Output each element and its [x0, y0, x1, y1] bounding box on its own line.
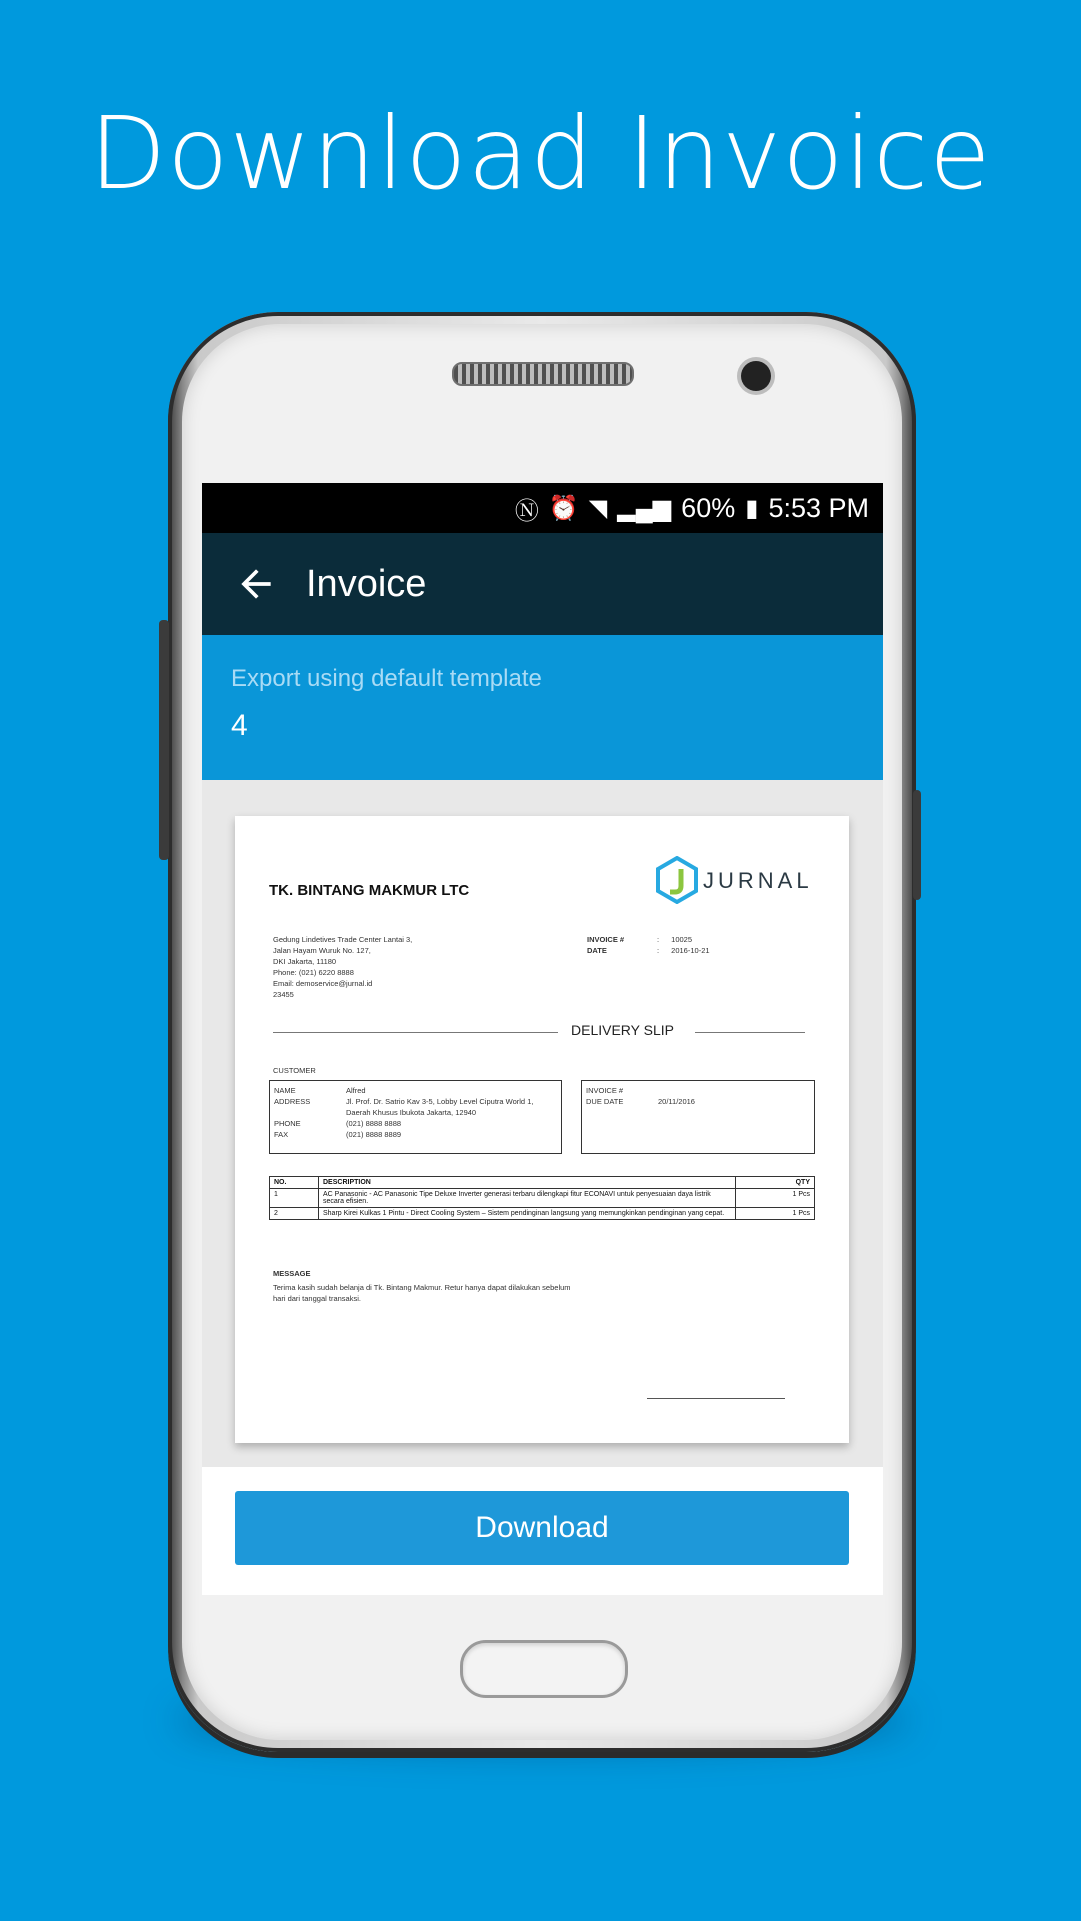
app-bar — [202, 533, 883, 635]
customer-box: NAME Alfred ADDRESS Jl. Prof. Dr. Satrio Kav 3-5, Lobby Level Ciputra World 1, Daerah Khusus Ibukota Jakarta, 12940 PHONE (021) 8888 8888 FAX (021) 8888 8889 — [269, 1080, 562, 1154]
battery-icon: ▮ — [745, 494, 759, 522]
power-button — [913, 790, 921, 900]
status-bar — [202, 483, 883, 533]
signal-icon: ▂▄▆ — [617, 494, 672, 522]
message-text: Terima kasih sudah belanja di Tk. Bintang Makmur. Retur hanya dapat dilakukan sebelum hari dari tanggal transaksi. — [273, 1283, 571, 1303]
status-time: 5:53 PM — [768, 492, 869, 523]
jurnal-logo-icon — [655, 856, 699, 904]
wifi-icon: ◥ — [588, 494, 608, 522]
export-template-field[interactable] — [202, 635, 883, 780]
app-bar-title: Invoice — [306, 562, 427, 605]
home-button[interactable] — [460, 1640, 628, 1698]
invoice-company-name: TK. BINTANG MAKMUR LTC — [269, 882, 470, 899]
invoice-meta: INVOICE # : 10025 DATE : 2016-10-21 — [587, 935, 710, 955]
back-arrow-icon[interactable] — [234, 562, 278, 606]
divider-left — [273, 1032, 558, 1033]
volume-button — [159, 620, 169, 860]
delivery-slip-title: DELIVERY SLIP — [571, 1022, 674, 1038]
download-button[interactable]: Download — [235, 1491, 849, 1565]
alarm-icon: ⏰ — [548, 494, 579, 522]
invoice-preview — [235, 816, 849, 1443]
export-template-label: Export using default template — [231, 665, 542, 692]
download-bar — [202, 1467, 883, 1595]
invoice-info-box: INVOICE # DUE DATE 20/11/2016 — [581, 1080, 815, 1154]
export-template-value: 4 — [231, 709, 248, 742]
customer-label: CUSTOMER — [273, 1066, 316, 1075]
invoice-preview-area — [202, 780, 883, 1467]
divider-right — [695, 1032, 805, 1033]
jurnal-logo-text: JURNAL — [703, 868, 813, 893]
items-table: NO. DESCRIPTION QTY 1 AC Panasonic - AC Panasonic Tipe Deluxe Inverter generasi terbaru dilengkapi fitur ECONAVI untuk penyesuaian daya listrik secara efisien. 1 Pcs 2 Sharp Kirei Kulkas 1 Pintu - Direct Cooling System – Sistem pendinginan langsung yang memungkinkan pendinginan yang cepat. 1 Pcs — [269, 1176, 815, 1220]
earpiece-speaker — [452, 362, 634, 386]
nfc-icon: Ⓝ — [514, 497, 539, 525]
table-row: 2 Sharp Kirei Kulkas 1 Pintu - Direct Cooling System – Sistem pendinginan langsung yang memungkinkan pendinginan yang cepat. 1 Pcs — [270, 1208, 815, 1220]
front-camera — [741, 361, 771, 391]
battery-percent: 60% — [681, 492, 736, 523]
company-address: Gedung Lindetives Trade Center Lantai 3, Jalan Hayam Wuruk No. 127, DKI Jakarta, 11180 Phone: (021) 6220 8888 Email: demoservice@jurnal.id 23455 — [273, 935, 413, 999]
table-row: 1 AC Panasonic - AC Panasonic Tipe Deluxe Inverter generasi terbaru dilengkapi fitur ECONAVI untuk penyesuaian daya listrik secara efisien. 1 Pcs — [270, 1189, 815, 1208]
promo-headline: Download Invoice — [89, 95, 992, 212]
message-label: MESSAGE — [273, 1269, 311, 1278]
phone-screen — [202, 483, 883, 1595]
signature-line — [647, 1398, 785, 1399]
